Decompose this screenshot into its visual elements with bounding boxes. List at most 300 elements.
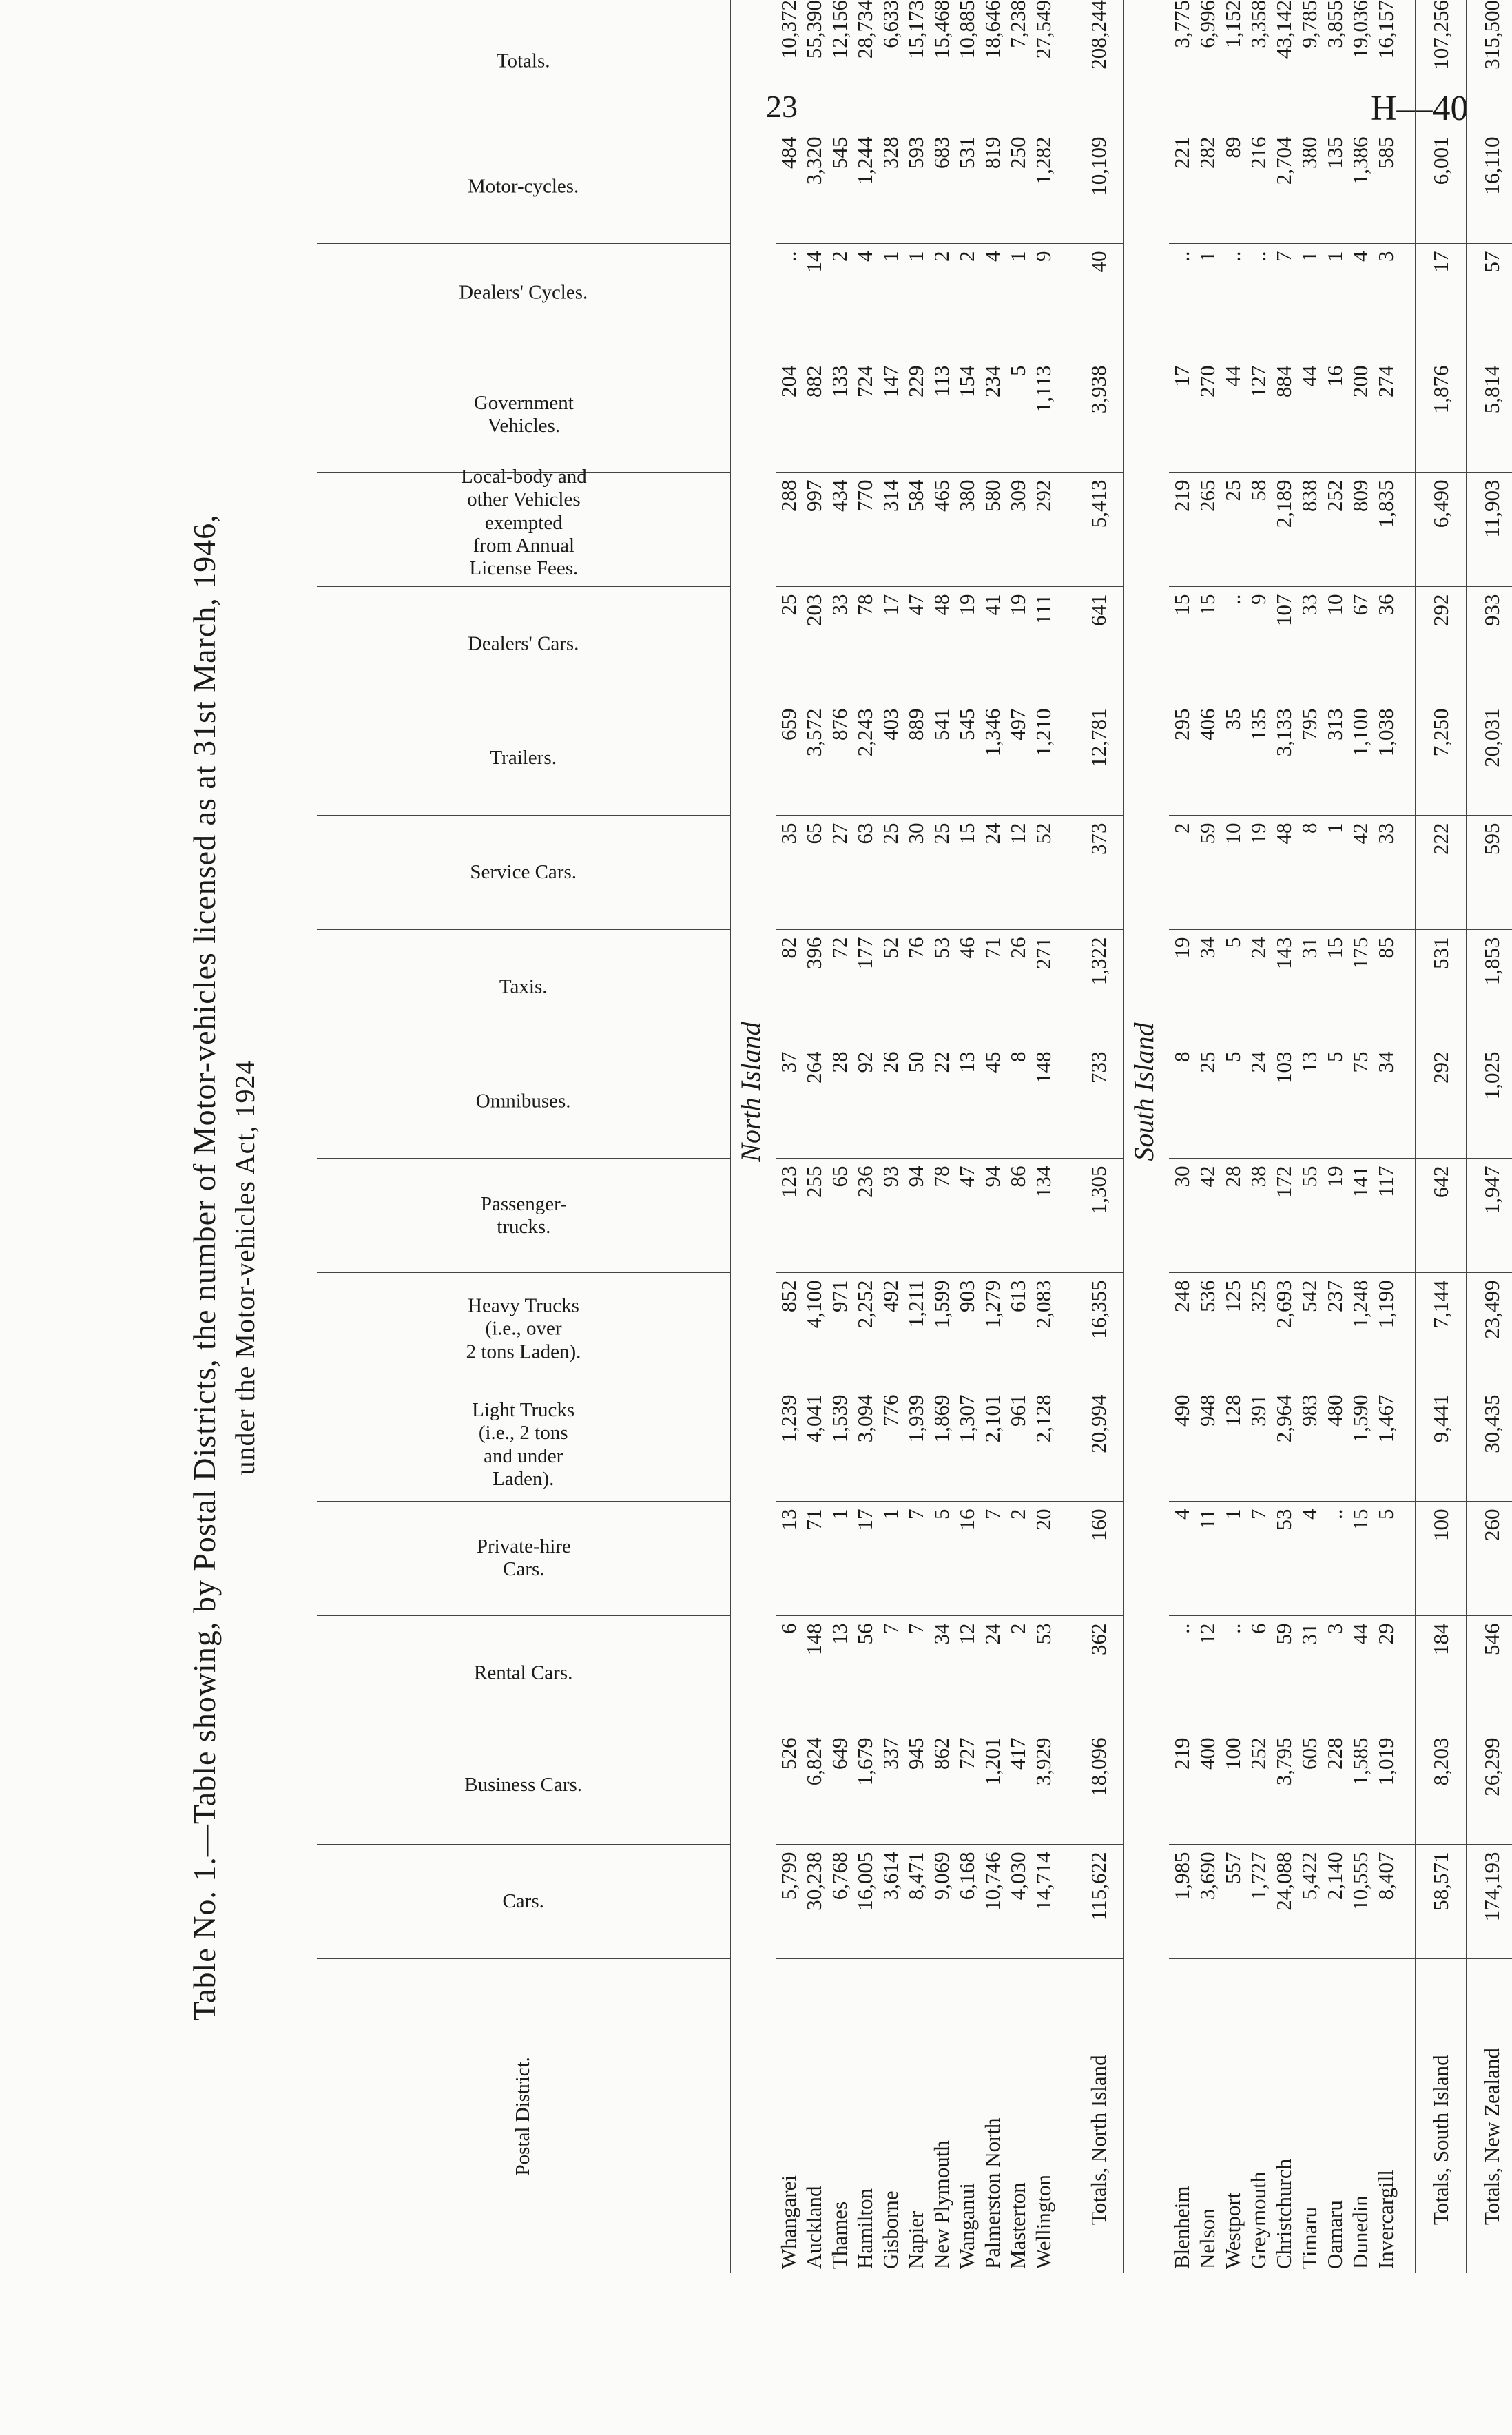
district-name: Thames	[827, 2201, 851, 2269]
table-cell: 5,799	[776, 1845, 801, 1959]
table-cell: 2,101	[980, 1387, 1005, 1502]
table-title: Table No. 1.—Table showing, by Postal Districts, the number of Motor-vehicles licensed as at 31st March, 1946,	[187, 514, 222, 2021]
table-cell: 38	[1245, 1159, 1271, 1273]
table-cell: 852	[776, 1273, 801, 1387]
district-name: Dunedin	[1348, 2195, 1372, 2269]
table-cell: 1,679	[852, 1730, 878, 1845]
table-cell: 9	[1245, 587, 1271, 701]
table-row	[1031, 0, 1056, 2273]
table-cell: 6	[776, 1616, 801, 1730]
district-name: Totals, South Island	[1416, 1959, 1467, 2273]
table-cell: 2,189	[1271, 473, 1296, 587]
table-cell: 2,964	[1271, 1387, 1296, 1502]
table-cell: 19	[1169, 930, 1194, 1044]
spacer-cell	[1056, 816, 1073, 930]
table-cell: 1,211	[903, 1273, 929, 1387]
spacer-cell	[1398, 1730, 1416, 1845]
totals-row-north-island	[1073, 0, 1124, 2273]
table-cell: 12	[1005, 816, 1031, 930]
table-cell: 42	[1194, 1159, 1220, 1273]
table-cell: 204	[776, 358, 801, 473]
table-row	[1169, 0, 1194, 2273]
table-cell: 265	[1194, 473, 1220, 587]
table-cell: 30	[1169, 1159, 1194, 1273]
table-cell: 10	[1220, 816, 1245, 930]
table-cell: 27,549	[1031, 0, 1056, 129]
table-cell: 3,320	[801, 129, 827, 244]
table-cell: 271	[1031, 930, 1056, 1044]
table-cell: 28	[827, 1044, 852, 1159]
table-cell: 1,939	[903, 1387, 929, 1502]
table-cell: 983	[1296, 1387, 1322, 1502]
table-cell: 174,193	[1467, 1845, 1512, 1959]
spacer-cell	[1056, 358, 1073, 473]
table-cell: 92	[852, 1044, 878, 1159]
table-cell: 3	[1322, 1616, 1347, 1730]
table-cell: 3	[1373, 244, 1398, 358]
column-header	[317, 1502, 731, 1616]
table-cell: 28	[1220, 1159, 1245, 1273]
table-cell: 776	[878, 1387, 903, 1502]
table-row	[1373, 0, 1398, 2273]
table-cell: 10,555	[1347, 1845, 1373, 1959]
table-cell: 48	[1271, 816, 1296, 930]
table-cell: 15,173	[903, 0, 929, 129]
column-header	[317, 1616, 731, 1730]
table-cell: 1,467	[1373, 1387, 1398, 1502]
table-cell: 882	[801, 358, 827, 473]
table-cell: 172	[1271, 1159, 1296, 1273]
spacer-cell	[1398, 1159, 1416, 1273]
table-cell: 234	[980, 358, 1005, 473]
spacer-cell	[1398, 473, 1416, 587]
table-cell: 545	[827, 129, 852, 244]
table-cell: 248	[1169, 1273, 1194, 1387]
table-cell: 82	[776, 930, 801, 1044]
spacer-cell	[1398, 1502, 1416, 1616]
table-cell: 16	[954, 1502, 980, 1616]
table-cell: 2,083	[1031, 1273, 1056, 1387]
table-cell: 34	[1373, 1044, 1398, 1159]
table-cell: 113	[929, 358, 954, 473]
table-cell: 884	[1271, 358, 1296, 473]
table-cell: 44	[1296, 358, 1322, 473]
column-header	[317, 1273, 731, 1387]
table-cell: 13	[1296, 1044, 1322, 1159]
column-header-label: Passenger- trucks.	[480, 1192, 567, 1238]
table-cell: 4	[980, 244, 1005, 358]
table-cell: 57	[1467, 244, 1512, 358]
table-cell: 7,250	[1416, 701, 1467, 816]
table-cell: 2,128	[1031, 1387, 1056, 1502]
column-header	[317, 1845, 731, 1959]
district-name: Wellington	[1031, 2175, 1055, 2269]
table-cell: 33	[827, 587, 852, 701]
table-cell: 380	[1296, 129, 1322, 244]
table-cell: 6	[1245, 1616, 1271, 1730]
table-cell: 117	[1373, 1159, 1398, 1273]
spacer-cell	[1398, 587, 1416, 701]
table-cell: 45	[980, 1044, 1005, 1159]
table-cell: 795	[1296, 701, 1322, 816]
table-row	[1296, 0, 1322, 2273]
table-cell: 26,299	[1467, 1730, 1512, 1845]
table-cell: 71	[980, 930, 1005, 1044]
table-cell: 391	[1245, 1387, 1271, 1502]
district-name: Wanganui	[955, 2183, 979, 2269]
table-cell: 19	[1005, 587, 1031, 701]
district-name: Gisborne	[878, 2190, 902, 2269]
table-cell: 85	[1373, 930, 1398, 1044]
table-cell: 86	[1005, 1159, 1031, 1273]
spacer-row	[1398, 0, 1416, 2273]
table-cell: 24	[980, 1616, 1005, 1730]
table-cell: 208,244	[1073, 0, 1124, 129]
table-cell: 1,539	[827, 1387, 852, 1502]
column-header	[317, 1959, 731, 2273]
table-cell: 25	[776, 587, 801, 701]
column-header-label: Trailers.	[490, 747, 557, 769]
table-cell: 3,358	[1245, 0, 1271, 129]
table-cell: 595	[1467, 816, 1512, 930]
table-cell: 642	[1416, 1159, 1467, 1273]
table-cell: 78	[852, 587, 878, 701]
table-cell: 89	[1220, 129, 1245, 244]
table-cell: 492	[878, 1273, 903, 1387]
column-header-label: Omnibuses.	[476, 1090, 571, 1112]
table-cell: 40	[1073, 244, 1124, 358]
document-code: H—40	[1371, 89, 1469, 128]
district-name: New Plymouth	[929, 2140, 953, 2269]
table-cell: 6,633	[878, 0, 903, 129]
section-heading-row	[1124, 0, 1170, 2273]
table-cell: 1,876	[1416, 358, 1467, 473]
table-cell: 5	[1220, 930, 1245, 1044]
spacer-cell	[1056, 930, 1073, 1044]
table-cell: 1,386	[1347, 129, 1373, 244]
district-name: Totals, New Zealand	[1467, 1959, 1512, 2273]
table-cell: 1,346	[980, 701, 1005, 816]
table-cell: 30,238	[801, 1845, 827, 1959]
table-cell: 819	[980, 129, 1005, 244]
table-cell: 3,614	[878, 1845, 903, 1959]
table-cell: 1	[1194, 244, 1220, 358]
table-cell: 47	[903, 587, 929, 701]
table-cell: 2,704	[1271, 129, 1296, 244]
table-cell: 65	[827, 1159, 852, 1273]
table-cell: 17	[1416, 244, 1467, 358]
spacer-cell	[1056, 587, 1073, 701]
table-cell: 35	[1220, 701, 1245, 816]
table-cell: 44	[1220, 358, 1245, 473]
table-cell: 255	[801, 1159, 827, 1273]
table-cell: 1,038	[1373, 701, 1398, 816]
spacer-cell	[1398, 1959, 1416, 2273]
table-cell: 531	[954, 129, 980, 244]
table-cell: 18,646	[980, 0, 1005, 129]
table-cell: 160	[1073, 1502, 1124, 1616]
column-header	[317, 1159, 731, 1273]
table-cell: 20	[1031, 1502, 1056, 1616]
table-cell: 380	[954, 473, 980, 587]
table-cell: 16,157	[1373, 0, 1398, 129]
table-cell: 56	[852, 1616, 878, 1730]
table-cell: 465	[929, 473, 954, 587]
table-cell: 10	[1322, 587, 1347, 701]
table-cell: 53	[1031, 1616, 1056, 1730]
table-cell: 434	[827, 473, 852, 587]
table-cell: 133	[827, 358, 852, 473]
table-cell: 22	[929, 1044, 954, 1159]
table-cell: 111	[1031, 587, 1056, 701]
district-name: Oamaru	[1323, 2200, 1347, 2269]
table-cell: 1	[1322, 244, 1347, 358]
table-cell: 1,279	[980, 1273, 1005, 1387]
table-cell: 683	[929, 129, 954, 244]
table-cell: 16	[1322, 358, 1347, 473]
column-header-label: Motor-cycles.	[468, 175, 579, 198]
spacer-cell	[1056, 129, 1073, 244]
table-cell: 33	[1296, 587, 1322, 701]
table-cell: 3,938	[1073, 358, 1124, 473]
table-cell: 35	[776, 816, 801, 930]
table-cell: 809	[1347, 473, 1373, 587]
table-cell: 7,238	[1005, 0, 1031, 129]
table-cell: 1,201	[980, 1730, 1005, 1845]
table-cell: 292	[1031, 473, 1056, 587]
table-cell: 641	[1073, 587, 1124, 701]
table-cell: 25	[1194, 1044, 1220, 1159]
spacer-cell	[1056, 1387, 1073, 1502]
table-cell: 7	[1271, 244, 1296, 358]
table-cell: 3,094	[852, 1387, 878, 1502]
table-cell: 11,903	[1467, 473, 1512, 587]
table-cell: 536	[1194, 1273, 1220, 1387]
table-cell: 1,869	[929, 1387, 954, 1502]
table-cell: 12	[1194, 1616, 1220, 1730]
table-cell: 135	[1322, 129, 1347, 244]
table-row	[903, 0, 929, 2273]
table-cell: 933	[1467, 587, 1512, 701]
column-header-label: Rental Cars.	[474, 1661, 573, 1684]
district-name: Whangarei	[776, 2175, 800, 2269]
column-header	[317, 466, 731, 587]
table-cell: 10,372	[776, 0, 801, 129]
table-cell: 1,307	[954, 1387, 980, 1502]
table-cell: 200	[1347, 358, 1373, 473]
table-cell: 659	[776, 701, 801, 816]
table-cell: 1,190	[1373, 1273, 1398, 1387]
table-cell: 7	[980, 1502, 1005, 1616]
table-cell: 2	[827, 244, 852, 358]
table-cell: 1,025	[1467, 1044, 1512, 1159]
table-cell: 1,100	[1347, 701, 1373, 816]
spacer-cell	[1056, 1273, 1073, 1387]
table-cell: 13	[954, 1044, 980, 1159]
table-cell: 26	[1005, 930, 1031, 1044]
table-cell: 889	[903, 701, 929, 816]
table-row	[954, 0, 980, 2273]
table-cell: ..	[1220, 587, 1245, 701]
column-header-label: Totals.	[497, 50, 550, 72]
table-cell: 252	[1245, 1730, 1271, 1845]
table-cell: 34	[929, 1616, 954, 1730]
district-name: Palmerston North	[980, 2117, 1004, 2269]
table-cell: 876	[827, 701, 852, 816]
table-cell: 295	[1169, 701, 1194, 816]
table-cell: 47	[954, 1159, 980, 1273]
column-header	[317, 1044, 731, 1159]
table-cell: 19	[1322, 1159, 1347, 1273]
table-cell: 8	[1169, 1044, 1194, 1159]
table-row	[1194, 0, 1220, 2273]
table-cell: 2	[929, 244, 954, 358]
table-cell: 4	[1347, 244, 1373, 358]
table-cell: 52	[878, 930, 903, 1044]
table-cell: 1	[878, 1502, 903, 1616]
table-row	[1245, 0, 1271, 2273]
section-heading: North Island	[735, 1022, 766, 1162]
table-cell: 5	[1373, 1502, 1398, 1616]
table-cell: 13	[827, 1616, 852, 1730]
totals-row-new-zealand	[1467, 0, 1512, 2273]
table-cell: 31	[1296, 1616, 1322, 1730]
table-cell: 490	[1169, 1387, 1194, 1502]
table-cell: 15	[1194, 587, 1220, 701]
table-cell: 948	[1194, 1387, 1220, 1502]
table-cell: 28,734	[852, 0, 878, 129]
spacer-cell	[1398, 1387, 1416, 1502]
table-row	[776, 0, 801, 2273]
table-cell: 100	[1220, 1730, 1245, 1845]
table-cell: 53	[929, 930, 954, 1044]
table-cell: 315,500	[1467, 0, 1512, 129]
spacer-cell	[1056, 1616, 1073, 1730]
table-cell: 1,244	[852, 129, 878, 244]
table-cell: 5,814	[1467, 358, 1512, 473]
table-cell: 649	[827, 1730, 852, 1845]
table-cell: ..	[1169, 244, 1194, 358]
table-cell: 15	[1169, 587, 1194, 701]
column-header-label: Taxis.	[499, 975, 548, 998]
district-name: Timaru	[1297, 2206, 1321, 2269]
table-cell: 27	[827, 816, 852, 930]
district-name: Westport	[1221, 2192, 1245, 2269]
table-cell: 154	[954, 358, 980, 473]
table-cell: 30	[903, 816, 929, 930]
table-cell: 6,768	[827, 1845, 852, 1959]
table-cell: 15	[1347, 1502, 1373, 1616]
table-cell: 1,239	[776, 1387, 801, 1502]
table-cell: 13	[776, 1502, 801, 1616]
table-cell: 945	[903, 1730, 929, 1845]
table-cell: 3,795	[1271, 1730, 1296, 1845]
table-cell: 20,031	[1467, 701, 1512, 816]
table-cell: 115,622	[1073, 1845, 1124, 1959]
table-cell: 76	[903, 930, 929, 1044]
table-body	[731, 0, 1512, 2273]
table-cell: 14,714	[1031, 1845, 1056, 1959]
table-cell: 7	[1245, 1502, 1271, 1616]
table-cell: 1	[1005, 244, 1031, 358]
spacer-cell	[1398, 701, 1416, 816]
table-cell: 2	[1169, 816, 1194, 930]
table-cell: 72	[827, 930, 852, 1044]
table-cell: 3,133	[1271, 701, 1296, 816]
table-cell: 417	[1005, 1730, 1031, 1845]
table-cell: 3,929	[1031, 1730, 1056, 1845]
table-cell: 8	[1296, 816, 1322, 930]
table-cell: 1,727	[1245, 1845, 1271, 1959]
table-cell: 24	[1245, 930, 1271, 1044]
table-cell: 480	[1322, 1387, 1347, 1502]
table-cell: 184	[1416, 1616, 1467, 1730]
table-cell: 325	[1245, 1273, 1271, 1387]
table-cell: 1	[903, 244, 929, 358]
column-header-label: Government Vehicles.	[473, 392, 574, 437]
table-cell: 135	[1245, 701, 1271, 816]
table-cell: 236	[852, 1159, 878, 1273]
table-cell: 309	[1005, 473, 1031, 587]
table-cell: 48	[929, 587, 954, 701]
table-cell: 7	[903, 1616, 929, 1730]
table-cell: 25	[1220, 473, 1245, 587]
table-cell: 4,100	[801, 1273, 827, 1387]
table-cell: 961	[1005, 1387, 1031, 1502]
table-cell: 9,069	[929, 1845, 954, 1959]
table-cell: 2	[954, 244, 980, 358]
table-cell: 10,109	[1073, 129, 1124, 244]
table-cell: 9	[1031, 244, 1056, 358]
table-cell: 7	[903, 1502, 929, 1616]
page-number: 23	[766, 89, 798, 124]
district-name: Christchurch	[1272, 2158, 1296, 2269]
table-cell: 264	[801, 1044, 827, 1159]
table-cell: 997	[801, 473, 827, 587]
table-cell: 6,824	[801, 1730, 827, 1845]
table-row	[980, 0, 1005, 2273]
table-cell: 26	[878, 1044, 903, 1159]
table-cell: 5	[1322, 1044, 1347, 1159]
spacer-cell	[1056, 1159, 1073, 1273]
table-cell: 6,996	[1194, 0, 1220, 129]
table-cell: 314	[878, 473, 903, 587]
table-cell: 221	[1169, 129, 1194, 244]
table-cell: 2,243	[852, 701, 878, 816]
spacer-cell	[1056, 701, 1073, 816]
table-cell: 14	[801, 244, 827, 358]
table-cell: 5,422	[1296, 1845, 1322, 1959]
table-cell: 724	[852, 358, 878, 473]
table-cell: 252	[1322, 473, 1347, 587]
table-cell: 143	[1271, 930, 1296, 1044]
table-cell: 9,441	[1416, 1387, 1467, 1502]
table-cell: 219	[1169, 473, 1194, 587]
table-cell: 15	[1322, 930, 1347, 1044]
table-cell: 1,835	[1373, 473, 1398, 587]
district-name: Auckland	[802, 2186, 826, 2269]
table-cell: 55,390	[801, 0, 827, 129]
table-cell: 1,947	[1467, 1159, 1512, 1273]
table-cell: 250	[1005, 129, 1031, 244]
table-cell: 3,855	[1322, 0, 1347, 129]
table-cell: 10,885	[954, 0, 980, 129]
table-cell: 593	[903, 129, 929, 244]
table-cell: 8	[1005, 1044, 1031, 1159]
district-name: Greymouth	[1246, 2171, 1270, 2269]
table-cell: 228	[1322, 1730, 1347, 1845]
table-cell: 24,088	[1271, 1845, 1296, 1959]
